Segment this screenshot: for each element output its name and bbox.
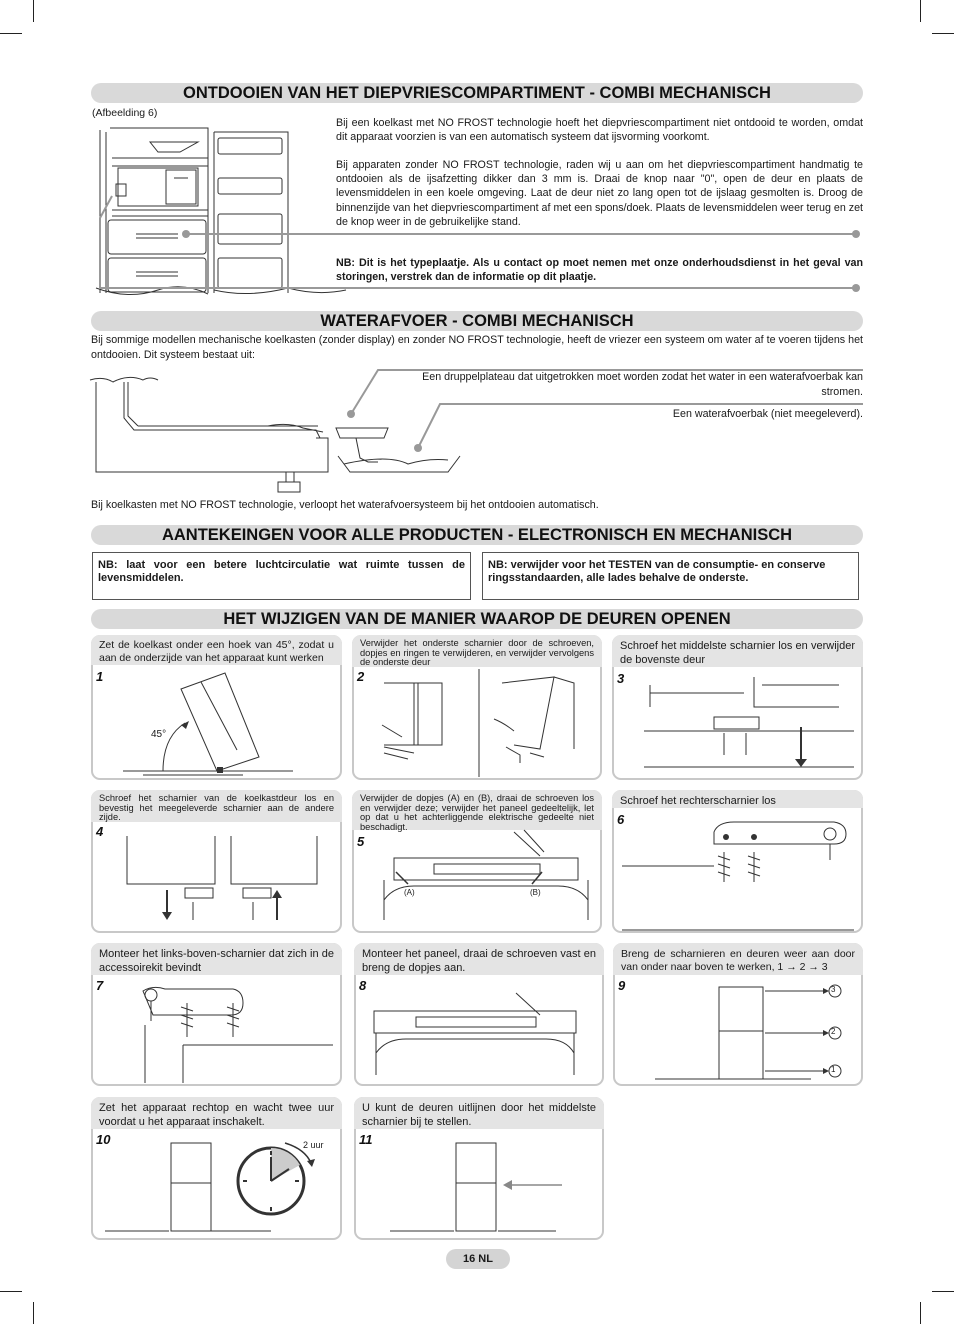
crop-mark [932, 1291, 954, 1292]
step-1-angle: 45° [151, 729, 167, 740]
step-card-5 [352, 790, 602, 933]
drain-intro: Bij sommige modellen mechanische koelkasten (zonder display) en zonder NO FROST technologie, heeft de vriezer een systeem om water af te voeren tijdens het ontdooien. Dit systeem bestaat uit: [91, 334, 863, 361]
page-number: 16 NL [446, 1249, 510, 1269]
step-card-1 [91, 635, 342, 780]
step-4-number: 4 [96, 824, 104, 839]
defrost-paragraph-1: Bij een koelkast met NO FROST technologie hoeft het diepvriescompartiment niet ontdooid te worden, omdat dit apparaat voorzien is van een automatisch systeem dat ijsvorming voorkomt. [336, 117, 863, 144]
step-card-2 [352, 635, 602, 780]
crop-mark [920, 1302, 921, 1324]
drain-footer: Bij koelkasten met NO FROST technologie, verloopt het waterafvoersysteem bij het ontdooien automatisch. [91, 499, 599, 511]
section-title-doors: HET WIJZIGEN VAN DE MANIER WAAROP DE DEUREN OPENEN [91, 609, 863, 629]
step-card-11 [354, 1097, 604, 1240]
step-4-text: Schroef het scharnier van de koelkastdeur los en bevestig het meegeleverde scharnier aan de andere zijde. [99, 793, 334, 823]
step-11-text: U kunt de deuren uitlijnen door het middelste scharnier bij te stellen. [362, 1102, 596, 1128]
step-10-number: 10 [96, 1132, 111, 1147]
section-title-defrost: ONTDOOIEN VAN HET DIEPVRIESCOMPARTIMENT - COMBI MECHANISCH [91, 83, 863, 103]
step-6-number: 6 [617, 812, 625, 827]
step-9-callout-1: 1 [831, 1065, 836, 1074]
step-card-4 [91, 790, 342, 933]
step-card-8 [354, 943, 604, 1086]
step-2-text: Verwijder het onderste scharnier door de schroeven, dopjes en ringen te verwijderen, en verwijder vervolgens de onderste deur [360, 638, 594, 668]
step-3-number: 3 [617, 671, 625, 686]
step-3-text: Schroef het middelste scharnier los en verwijder de bovenste deur [620, 640, 855, 666]
step-5-text: Verwijder de dopjes (A) en (B), draai de schroeven los en verwijder deze; verwijder het paneel gedeeltelijk, let op dat u het achterliggende elektrische gedeelte niet beschadigt. [360, 793, 594, 832]
step-8-text: Monteer het paneel, draai de schroeven vast en breng de dopjes aan. [362, 948, 596, 974]
step-2-number: 2 [357, 669, 365, 684]
step-card-7 [91, 943, 342, 1086]
note-testing: NB: verwijder voor het TESTEN van de consumptie- en conserve ringsstandaarden, alle lades behalve de onderste. [482, 552, 859, 600]
step-7-text: Monteer het links-boven-scharnier dat zich in de accessoirekit bevindt [99, 948, 334, 974]
step-6-text: Schroef het rechterscharnier los [620, 795, 776, 807]
step-10-time: 2 uur [303, 1140, 324, 1150]
crop-mark [0, 1291, 22, 1292]
step-8-number: 8 [359, 978, 367, 993]
crop-mark [932, 33, 954, 34]
step-9-number: 9 [618, 978, 626, 993]
step-9-callout-3: 3 [831, 985, 836, 994]
drain-callout-bin: Een waterafvoerbak (niet meegeleverd). [672, 408, 863, 420]
section-title-drain: WATERAFVOER - COMBI MECHANISCH [91, 311, 863, 331]
step-1-text: Zet de koelkast onder een hoek van 45°, zodat u aan de onderzijde van het apparaat kunt werken [99, 639, 334, 664]
step-10-text: Zet het apparaat rechtop en wacht twee uur voordat u het apparaat inschakelt. [99, 1102, 334, 1128]
drain-callout-tray: Een druppelplateau dat uitgetrokken moet worden zodat het water in een waterafvoerbak kan stromen. [422, 371, 863, 398]
step-card-9 [613, 943, 863, 1086]
figure-label: (Afbeelding 6) [92, 107, 158, 119]
defrost-paragraph-2: Bij apparaten zonder NO FROST technologie, raden wij u aan om het diepvriescompartiment handmatig te ontdooien als de ijsafzetting dikker dan 3 mm is. Draai de knop naar "0", open de deur en plaats de levensmiddelen in een koele omgeving. Laat de deur niet zo lang open tot de ijslaag gesmolten is. Droog de binnenzijde van het diepvriescompartiment af met een spons/doek. Plaats de levensmiddelen weer terug en zet de knop weer in de gebruikelijke stand. [336, 159, 863, 228]
step-9-callout-2: 2 [831, 1027, 836, 1036]
crop-mark [33, 0, 34, 22]
step-11-number: 11 [359, 1132, 373, 1147]
step-card-10 [91, 1097, 342, 1240]
step-5-label-b: (B) [530, 888, 541, 897]
note-air-circulation: NB: laat voor een betere luchtcirculatie wat ruimte tussen de levensmiddelen. [92, 552, 471, 600]
crop-mark [33, 1302, 34, 1324]
step-5-number: 5 [357, 834, 365, 849]
crop-mark [920, 0, 921, 22]
step-9-text: Breng de scharnieren en deuren weer aan door van onder naar boven te werken, 1 → 2 → 3 [621, 948, 855, 973]
crop-mark [0, 33, 22, 34]
step-5-label-a: (A) [404, 888, 415, 897]
section-title-notes: AANTEKEINGEN VOOR ALLE PRODUCTEN - ELECTRONISCH EN MECHANISCH [91, 525, 863, 545]
step-card-6 [612, 790, 863, 933]
step-1-number: 1 [96, 669, 104, 684]
step-7-number: 7 [96, 978, 104, 993]
defrost-nb: NB: Dit is het typeplaatje. Als u contact op moet nemen met onze onderhoudsdienst in het geval van storingen, verstrek dan de informatie op dit plaatje. [336, 257, 863, 284]
step-card-3 [612, 635, 863, 780]
